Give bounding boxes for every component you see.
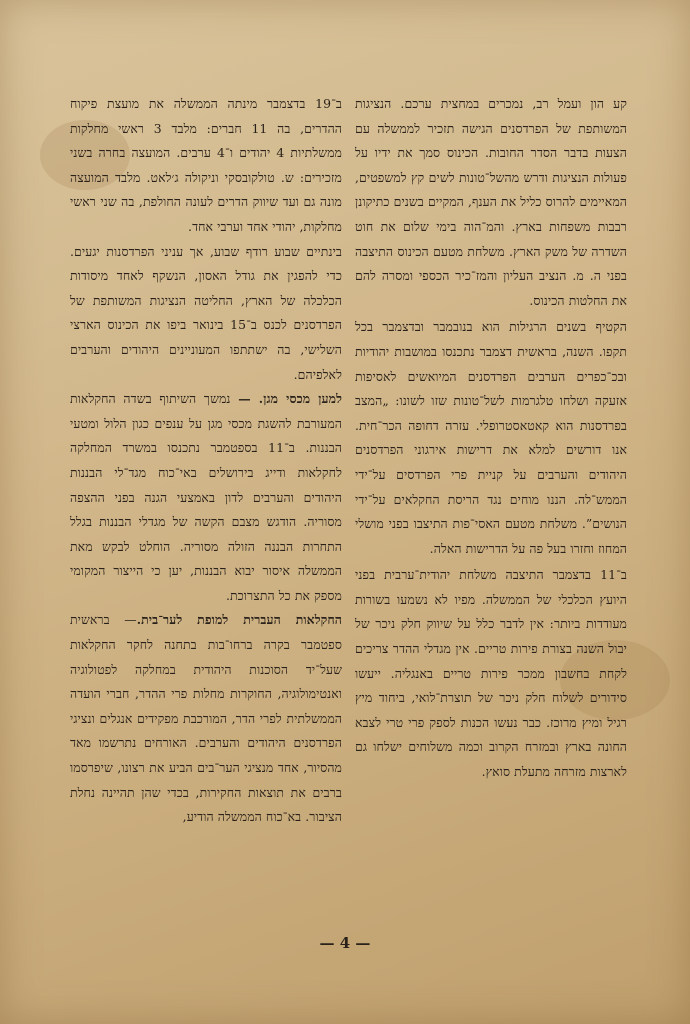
paragraph-with-heading	[70, 608, 342, 829]
paragraph-with-heading	[70, 387, 342, 608]
right-text-column	[355, 92, 627, 785]
paragraph: בינתיים שבוע רודף שבוע, אך עניני הפרדסנות יגעים. כדי להפגין את גודל האסון, הנשקף לאחד מיסודות הכלכלה של הארץ, החליטה הנציגות המשותפת של הפרדסנים לכנס ב־15 בינואר ביפו את הכינוס הארצי השלישי, בה ישתתפו המעוניינים היהודים והערבים לאלפיהם.	[70, 243, 342, 382]
section-heading: החקלאות העברית למופת לער־בית.	[136, 612, 343, 628]
left-text-column	[70, 92, 342, 830]
section-heading: למען מכסי מגן. —	[238, 391, 342, 407]
paragraph: קע הון ועמל רב, נמכרים במחצית ערכם. הנציגות המשותפת של הפרדסנים הגישה תזכיר לממשלה עם הצעות בדבר הסדר החובות. הכינוס סמך את ידיו על פעולות הנציגות ודרש מהשל־טונות לשים קץ למשפטים, המאיימים להרוס כליל את הענף, המקיים בשנים כתיקונן רבבות משפחות בארץ. והמ־הוה בימי שלום את חוט השדרה של משק הארץ. משלחת מטעם הכינוס התיצבה בפני ה. מ. הנציב העליון והמז־כיר הכספי ומסרה להם את החלטות הכינוס.	[355, 96, 627, 308]
paragraph-text: — בראשית ספטמבר בקרה ברחו־בות בתחנה לחקר החקלאות שעל־יד הסוכנות היהודית במחלקה לפטולוגיה ואנטימולוגיה, החוקרות מחלות פרי ההדר, חברי הועדה הממשלתית לפרי הדר, המורכבת מפקידים אנגלים ונציגי הפרדסנים היהודים והערבים. האורחים נתרשמו מאד מהסיור, אחד מנציגי הער־בים הביע את רצונו, שיפרסמו ברבים את תוצאות החקירות, בכדי שהן תהיינה נחלת הציבור. בא־כוח הממשלה הודיע,	[70, 612, 342, 825]
paragraph: ב־19 בדצמבר מינתה הממשלה את מועצת פיקוח ההדרים, בה 11 חברים: מלבד 3 ראשי מחלקות ממשלתיות 4 יהודים ו־4 ערבים. המועצה בחרה בשני מזכירים: ש. טולקובסקי וניקולה ג׳לאט. מלבד המועצה מונה גם ועד שיווק הדרים לעונה החולפת, בה שני ראשי מחלקות, יהודי אחד וערבי אחד.	[70, 96, 343, 234]
paragraph: הקטיף בשנים הרגילות הוא בנובמבר ובדצמבר בכל תקפו. השנה, בראשית דצמבר נתכנסו במושבות יהודיות ובכ־כפרים הערבים הפרדסנים המיואשים לאסיפות אזעקה ושלחו טלגרמות לשל־טונות שזו לשונו: „המצב בפרדסנות הוא קאטאסטרופלי. עזרה דחופה הכר־חית. אנו דורשים למלא את דרישות אירגוני הפרדסנים היהודים והערבים על קניית פרי הפרדסים על־ידי הממש־לה. הננו מוחים נגד הריסת החקלאים על־ידי הנושים”. משלחת מטעם האסי־פות התיצבו בפני מושלי המחוז וחזרו בעל פה על הדרישות האלה.	[355, 319, 627, 556]
page-number: — 4 —	[319, 934, 371, 952]
paragraph-text: נמשך השיתוף בשדה החקלאות המעורבת להשגת מכסי מגן על ענפים כגון הלול ומטעי הבננות. ב־11 בספטמבר נתכנסו במשרד המחלקה לחקלאות ודייג בירושלים באי־כוח מגד־לי הבננות היהודים והערבים לדון באמצעי הגנה בפני ההצפה מסוריה. הודגש מצבם הקשה של מגדלי הבננות בגלל התחרות הבננה הזולה מסוריה. הוחלט לבקש מאת הממשלה איסור יבוא הבננות, יען כי הייצור המקומי מספק את כל התצרוכת.	[70, 391, 342, 603]
paragraph: ב־11 בדצמבר התיצבה משלחת יהודית־ערבית בפני היועץ הכלכלי של הממשלה. מפיו לא נשמעו בשורות מעודדות ביותר: אין לדבר כלל על שיווק חלק ניכר של יבול השנה בצורת פירות טריים. אין מגדלי ההדר צריכים לקחת בחשבון ממכר פירות טריים באנגליה. ייעשו סידורים לשלוח חלק ניכר של תוצרת־לואי, ביחוד מיץ רגיל ומיץ מרוכז. כבר נעשו הכנות לספק פרי טרי לצבא החונה בארץ ובמזרח הקרוב וכמה משלוחים ישלחו גם לארצות מזרחה מתעלת סואץ.	[355, 567, 627, 780]
